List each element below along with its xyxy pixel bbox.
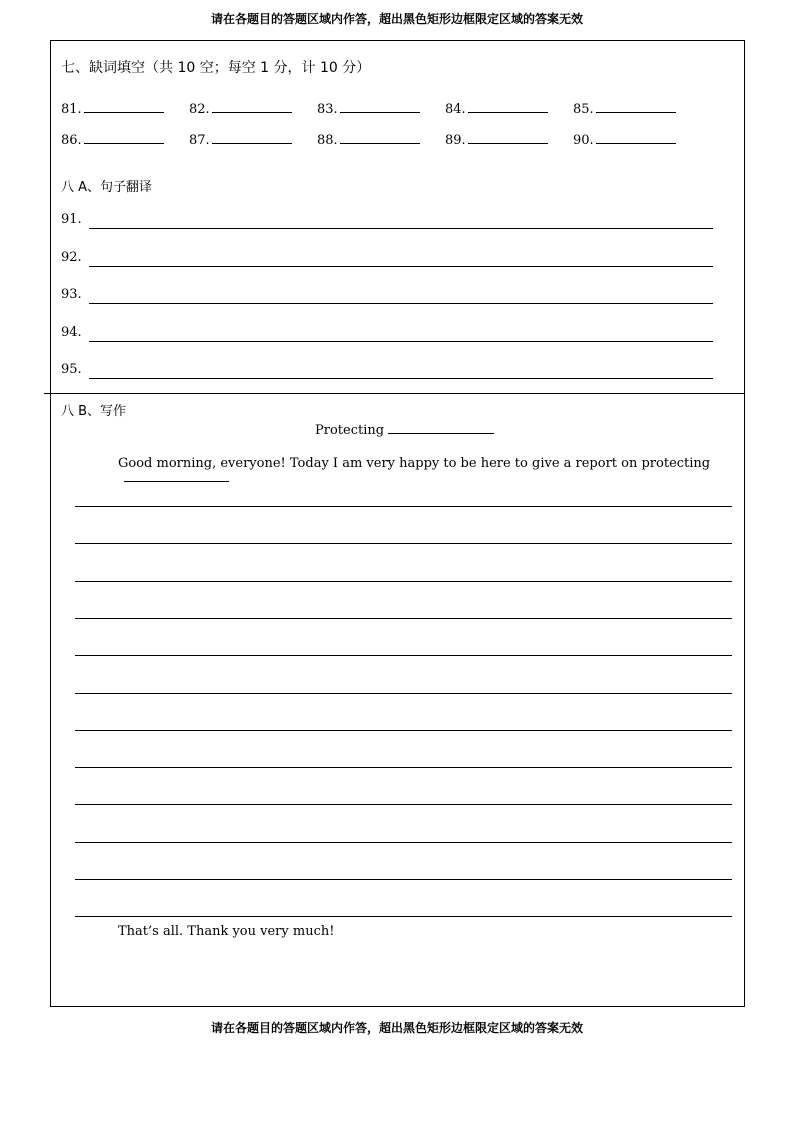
blank-number: 81. bbox=[61, 102, 82, 117]
item-number: 91. bbox=[61, 212, 82, 227]
translation-row[interactable] bbox=[61, 325, 713, 345]
blank-number: 86. bbox=[61, 133, 82, 148]
essay-opening-blank[interactable] bbox=[124, 480, 229, 482]
answer-blank[interactable] bbox=[468, 111, 548, 113]
top-notice: 请在各题目的答题区域内作答，超出黑色矩形边框限定区域的答案无效 bbox=[210, 12, 583, 26]
translation-row[interactable] bbox=[61, 212, 713, 232]
writing-line[interactable] bbox=[75, 618, 732, 619]
essay-title-line[interactable] bbox=[315, 423, 494, 438]
answer-blank[interactable] bbox=[468, 142, 548, 144]
fill-blank-item[interactable] bbox=[61, 133, 164, 148]
answer-blank[interactable] bbox=[84, 142, 164, 144]
section8b-title: 八 B、写作 bbox=[61, 404, 127, 419]
translation-row[interactable] bbox=[61, 362, 713, 382]
fill-blank-item[interactable] bbox=[189, 102, 292, 117]
writing-line[interactable] bbox=[75, 693, 732, 694]
answer-blank[interactable] bbox=[212, 142, 292, 144]
fill-blank-item[interactable] bbox=[317, 102, 420, 117]
essay-closing-text: That’s all. Thank you very much! bbox=[118, 924, 335, 939]
blank-number: 85. bbox=[573, 102, 594, 117]
section-divider bbox=[44, 393, 744, 394]
fill-blank-item[interactable] bbox=[61, 102, 164, 117]
answer-frame bbox=[50, 40, 745, 1007]
blank-number: 89. bbox=[445, 133, 466, 148]
writing-line[interactable] bbox=[75, 879, 732, 880]
item-number: 94. bbox=[61, 324, 82, 340]
fill-blank-item[interactable] bbox=[573, 133, 676, 148]
item-number: 93. bbox=[61, 287, 82, 302]
fill-blank-item[interactable] bbox=[445, 133, 548, 148]
answer-line[interactable] bbox=[89, 228, 713, 229]
writing-line[interactable] bbox=[75, 767, 732, 768]
answer-blank[interactable] bbox=[84, 111, 164, 113]
answer-line[interactable] bbox=[89, 266, 713, 267]
blank-number: 90. bbox=[573, 133, 594, 148]
answer-blank[interactable] bbox=[596, 142, 676, 144]
blank-number: 83. bbox=[317, 102, 338, 117]
writing-line[interactable] bbox=[75, 543, 732, 544]
item-number: 95. bbox=[61, 362, 82, 377]
answer-blank[interactable] bbox=[340, 111, 420, 113]
answer-line[interactable] bbox=[89, 303, 713, 304]
fill-blank-item[interactable] bbox=[189, 133, 292, 148]
blank-number: 87. bbox=[189, 133, 210, 148]
fill-blank-item[interactable] bbox=[317, 133, 420, 148]
answer-blank[interactable] bbox=[596, 111, 676, 113]
writing-line[interactable] bbox=[75, 655, 732, 656]
answer-line[interactable] bbox=[89, 341, 713, 342]
blank-number: 82. bbox=[189, 102, 210, 117]
essay-title-text: Protecting bbox=[315, 423, 385, 438]
writing-line[interactable] bbox=[75, 804, 732, 805]
section8a-title: 八 A、句子翻译 bbox=[61, 180, 153, 195]
answer-blank[interactable] bbox=[212, 111, 292, 113]
essay-title-blank[interactable] bbox=[388, 432, 494, 434]
writing-line[interactable] bbox=[75, 842, 732, 843]
writing-line[interactable] bbox=[75, 916, 732, 917]
essay-opening-text: Good morning, everyone! Today I am very happy to be here to give a report on protecting bbox=[118, 456, 711, 471]
bottom-notice: 请在各题目的答题区域内作答，超出黑色矩形边框限定区域的答案无效 bbox=[210, 1021, 583, 1035]
section7-title: 七、缺词填空（共 10 空；每空 1 分，计 10 分） bbox=[61, 60, 371, 76]
fill-blank-item[interactable] bbox=[573, 102, 676, 117]
essay-opening-line[interactable] bbox=[118, 456, 794, 486]
writing-line[interactable] bbox=[75, 581, 732, 582]
item-number: 92. bbox=[61, 249, 82, 265]
translation-row[interactable] bbox=[61, 287, 713, 307]
writing-line[interactable] bbox=[75, 730, 732, 731]
fill-blank-item[interactable] bbox=[445, 102, 548, 117]
translation-row[interactable] bbox=[61, 250, 713, 270]
answer-line[interactable] bbox=[89, 378, 713, 379]
writing-line[interactable] bbox=[75, 506, 732, 507]
blank-number: 88. bbox=[317, 133, 338, 148]
blank-number: 84. bbox=[445, 102, 466, 117]
answer-blank[interactable] bbox=[340, 142, 420, 144]
